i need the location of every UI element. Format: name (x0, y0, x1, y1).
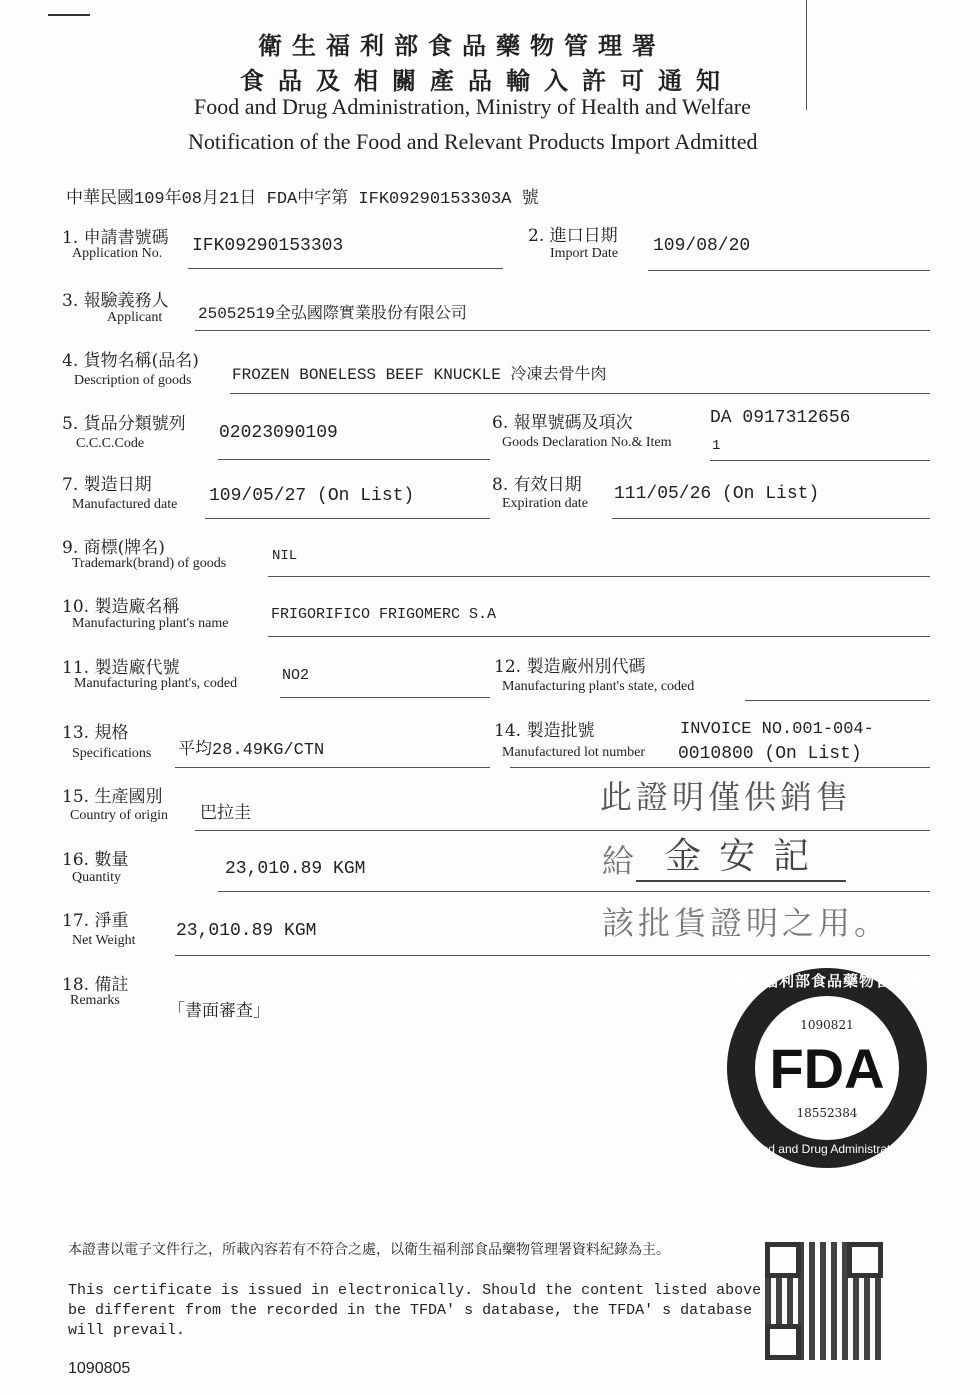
field-label: 13. 規格 (62, 723, 129, 743)
field-label-en: Manufactured date (72, 497, 178, 512)
net-weight-value: 23,010.89 KGM (176, 921, 317, 941)
field-label: 3. 報驗義務人 (62, 291, 169, 311)
field-label: 2. 進口日期 (528, 226, 618, 246)
import-date-value: 109/08/20 (653, 236, 751, 256)
stamp-line-3: 該批貨證明之用。 (602, 904, 891, 942)
footer-note-zh: 本證書以電子文件行之，所載內容若有不符合之處，以衛生福利部食品藥物管理署資料紀錄為主。 (68, 1242, 670, 1258)
field-label: 16. 數量 (62, 850, 129, 870)
quantity-value: 23,010.89 KGM (225, 859, 366, 879)
field-label-en: Remarks (70, 993, 120, 1008)
seal-ring-en: Food and Drug Administration (747, 1142, 907, 1156)
footer-note-en-2: be different from the recorded in the TFDA' s database, the TFDA' s database (68, 1302, 753, 1319)
lot-number-value-2: 0010800 (On List) (678, 744, 862, 764)
field-label: 4. 貨物名稱(品名) (62, 351, 199, 371)
goods-description-value: FROZEN BONELESS BEEF KNUCKLE 冷凍去骨牛肉 (232, 366, 607, 384)
seal-ring-zh: 衛生福利部食品藥物管理署 (730, 972, 923, 990)
field-label-en: Trademark(brand) of goods (72, 556, 227, 571)
origin-country-value: 巴拉圭 (200, 805, 251, 824)
remarks-value: 「書面審查」 (168, 1003, 270, 1022)
lot-number-value: INVOICE NO.001-004- (680, 720, 874, 739)
declaration-item-value: 1 (712, 438, 721, 454)
fda-logo: FDA (769, 1037, 885, 1100)
seal-number-2: 18552384 (796, 1106, 858, 1120)
specifications-value: 平均28.49KG/CTN (178, 741, 325, 760)
plant-code-value: NO2 (282, 667, 310, 684)
field-label-en: Net Weight (72, 933, 136, 948)
seal-number-1: 1090821 (800, 1018, 854, 1032)
field-label: 7. 製造日期 (62, 475, 152, 495)
field-label: 15. 生產國別 (62, 787, 163, 807)
declaration-no-value: DA 0917312656 (710, 408, 851, 428)
field-label-en: Manufacturing plant's name (72, 616, 229, 631)
field-label: 10. 製造廠名稱 (62, 597, 180, 617)
field-label: 12. 製造廠州別代碼 (494, 657, 646, 677)
field-label: 8. 有效日期 (492, 475, 582, 495)
footer-note-en-3: will prevail. (68, 1322, 186, 1339)
field-label-en: Manufacturing plant's state, coded (502, 679, 695, 694)
field-label-en: Manufacturing plant's, coded (74, 676, 238, 691)
fda-seal (727, 968, 927, 1168)
field-label: 9. 商標(牌名) (62, 538, 165, 558)
trademark-value: NIL (272, 548, 298, 564)
field-label-en: Country of origin (70, 808, 168, 823)
subtitle-en: Notification of the Food and Relevant Products Import Admitted (188, 129, 758, 154)
stamp-give: 給 (602, 842, 639, 880)
qr-code (765, 1242, 883, 1360)
field-label-en: Applicant (107, 310, 163, 325)
ccc-code-value: 02023090109 (219, 423, 338, 443)
field-label-en: Quantity (72, 870, 121, 885)
footer-note-en-1: This certificate is issued in electronically. Should the content listed above (68, 1282, 762, 1299)
field-label: 5. 貨品分類號列 (62, 414, 186, 434)
field-label-en: Import Date (550, 246, 619, 261)
field-label-en: Specifications (72, 746, 152, 761)
field-label-en: Application No. (72, 246, 163, 261)
field-label-en: C.C.C.Code (76, 436, 145, 451)
stamp-recipient: 金安記 (665, 836, 828, 877)
field-label: 6. 報單號碼及項次 (492, 413, 633, 433)
field-label: 17. 淨重 (62, 911, 129, 931)
stamp-line-1: 此證明僅供銷售 (600, 778, 853, 816)
field-label: 14. 製造批號 (494, 721, 595, 741)
field-label-en: Goods Declaration No.& Item (502, 435, 672, 450)
document-code: 1090805 (68, 1360, 131, 1377)
field-label: 18. 備註 (62, 975, 129, 995)
field-label-en: Manufactured lot number (502, 745, 646, 760)
subtitle-zh: 食品及相關產品輸入許可通知 (240, 66, 734, 95)
title-en: Food and Drug Administration, Ministry of Health and Welfare (194, 94, 751, 119)
field-label: 1. 申請書號碼 (62, 228, 169, 248)
field-label: 11. 製造廠代號 (62, 658, 180, 678)
expiration-date-value: 111/05/26 (On List) (614, 484, 820, 504)
title-zh: 衛生福利部食品藥物管理署 (258, 31, 666, 60)
applicant-value: 25052519全弘國際實業股份有限公司 (198, 305, 467, 323)
reference-line: 中華民國109年08月21日 FDA中字第 IFK09290153303A 號 (66, 190, 539, 209)
application-no-value: IFK09290153303 (192, 236, 344, 256)
plant-name-value: FRIGORIFICO FRIGOMERC S.A (271, 606, 497, 623)
field-label-en: Description of goods (74, 373, 192, 388)
manufactured-date-value: 109/05/27 (On List) (209, 486, 415, 506)
field-label-en: Expiration date (502, 496, 588, 511)
